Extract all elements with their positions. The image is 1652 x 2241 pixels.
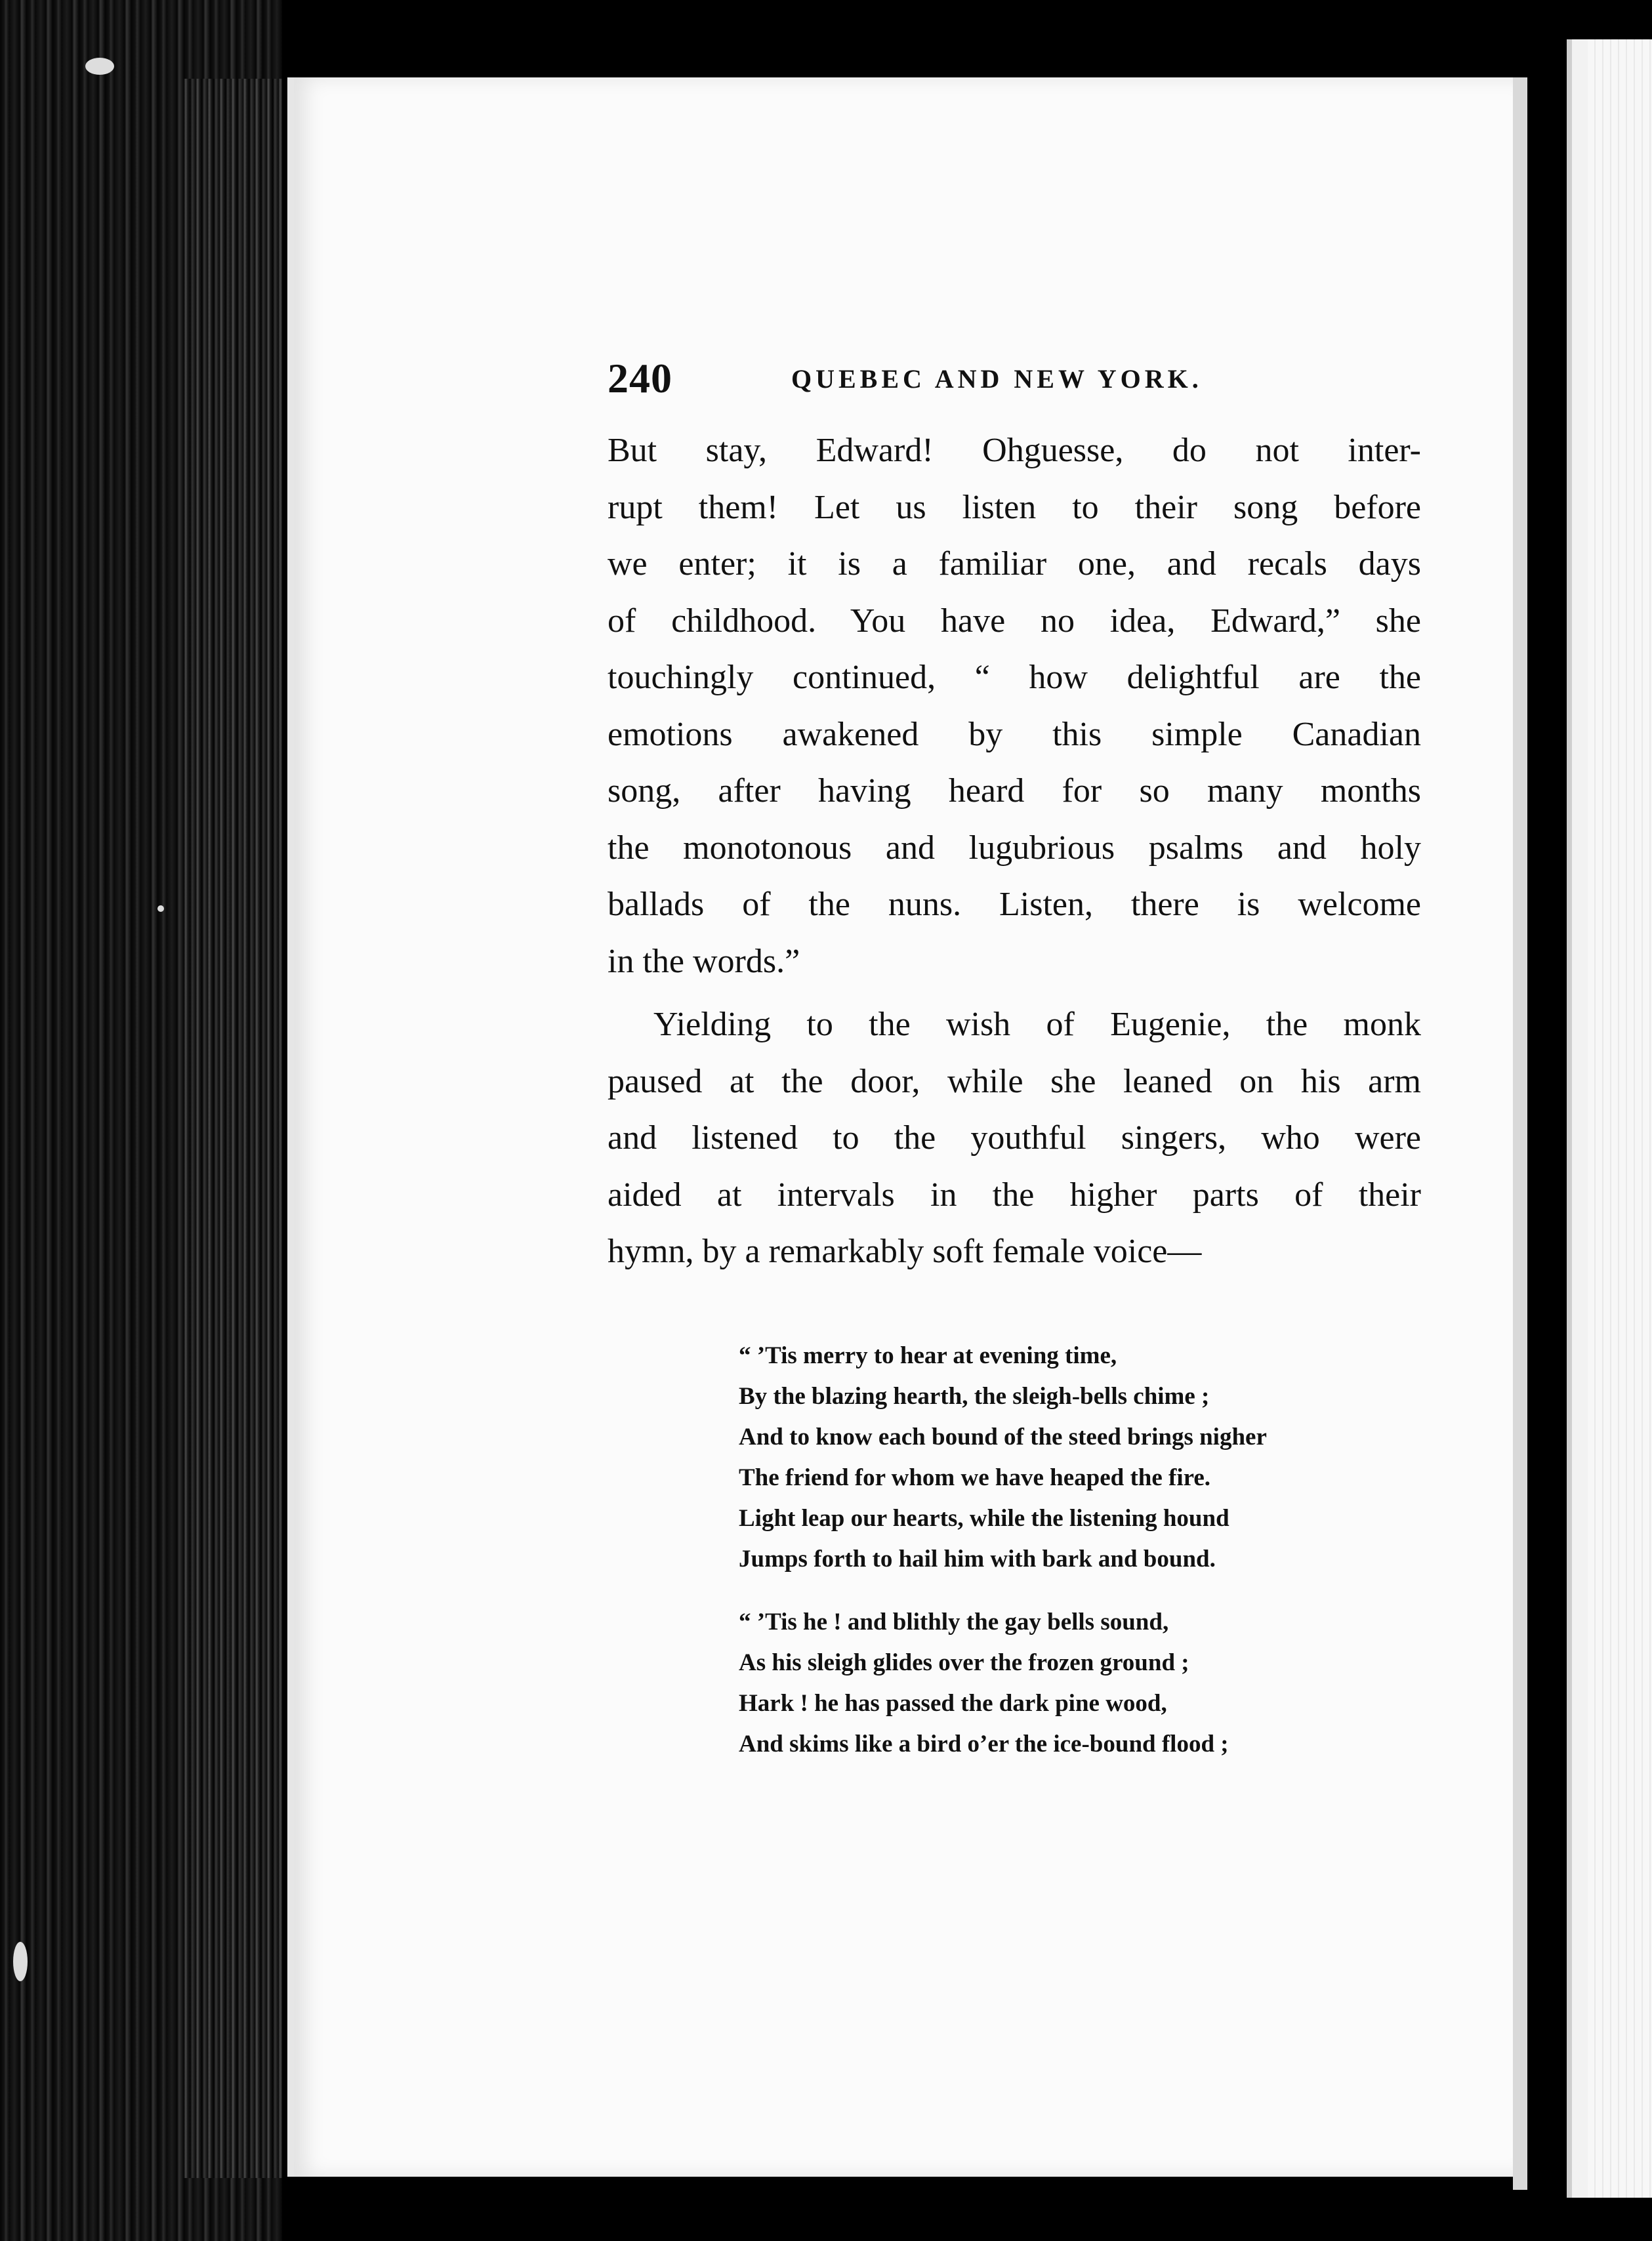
verse-line: Hark ! he has passed the dark pine wood,: [739, 1689, 1167, 1717]
text-line: the monotonous and lugubrious psalms and holy: [608, 829, 1421, 867]
text-line: in the words.”: [608, 942, 800, 980]
verse-line: And skims like a bird o’er the ice-bound flood ;: [739, 1730, 1229, 1758]
text-line: But stay, Edward! Ohguesse, do not inter-: [608, 432, 1421, 469]
verse-line: “ ’Tis he ! and blithly the gay bells sound,: [739, 1608, 1169, 1635]
verse-line: Jumps forth to hail him with bark and bound.: [739, 1545, 1216, 1573]
text-line: touchingly continued, “ how delightful are the: [608, 659, 1421, 696]
verse-line: The friend for whom we have heaped the fire.: [739, 1464, 1211, 1491]
dust-speck: [157, 905, 164, 912]
text-line: ballads of the nuns. Listen, there is welcome: [608, 886, 1421, 923]
text-line: aided at intervals in the higher parts of their: [608, 1176, 1421, 1214]
page-gutter: [1527, 66, 1567, 2241]
text-line: emotions awakened by this simple Canadian: [608, 715, 1421, 753]
verse-line: By the blazing hearth, the sleigh-bells chime ;: [739, 1382, 1210, 1410]
text-line: song, after having heard for so many months: [608, 772, 1421, 810]
verse-line: And to know each bound of the steed brings nigher: [739, 1423, 1267, 1450]
stanza: [739, 1602, 1421, 1765]
dust-speck: [13, 1942, 28, 1981]
stanza: [739, 1336, 1421, 1580]
running-title: QUEBEC AND NEW YORK.: [791, 364, 1203, 394]
verse-block: [739, 1336, 1421, 1765]
text-line: rupt them! Let us listen to their song before: [608, 488, 1421, 526]
page-text: [608, 354, 1421, 1787]
text-line: of childhood. You have no idea, Edward,” she: [608, 602, 1421, 640]
verse-line: Light leap our hearts, while the listening hound: [739, 1504, 1229, 1532]
paragraph: [608, 997, 1421, 1281]
text-line: Yielding to the wish of Eugenie, the monk: [653, 1006, 1421, 1043]
running-head: [608, 354, 1421, 413]
verse-line: As his sleigh glides over the frozen ground ;: [739, 1649, 1189, 1676]
page-edge: [1513, 77, 1527, 2190]
page-number: 240: [608, 355, 672, 401]
facing-page-texture: [1588, 39, 1652, 2198]
verse-line: “ ’Tis merry to hear at evening time,: [739, 1342, 1117, 1369]
paragraph: [608, 422, 1421, 990]
dust-speck: [85, 58, 114, 75]
text-line: hymn, by a remarkably soft female voice—: [608, 1233, 1202, 1270]
binding-texture: [184, 79, 282, 2178]
text-line: we enter; it is a familiar one, and recals days: [608, 545, 1421, 583]
text-line: paused at the door, while she leaned on his arm: [608, 1062, 1421, 1100]
text-line: and listened to the youthful singers, who were: [608, 1119, 1421, 1157]
